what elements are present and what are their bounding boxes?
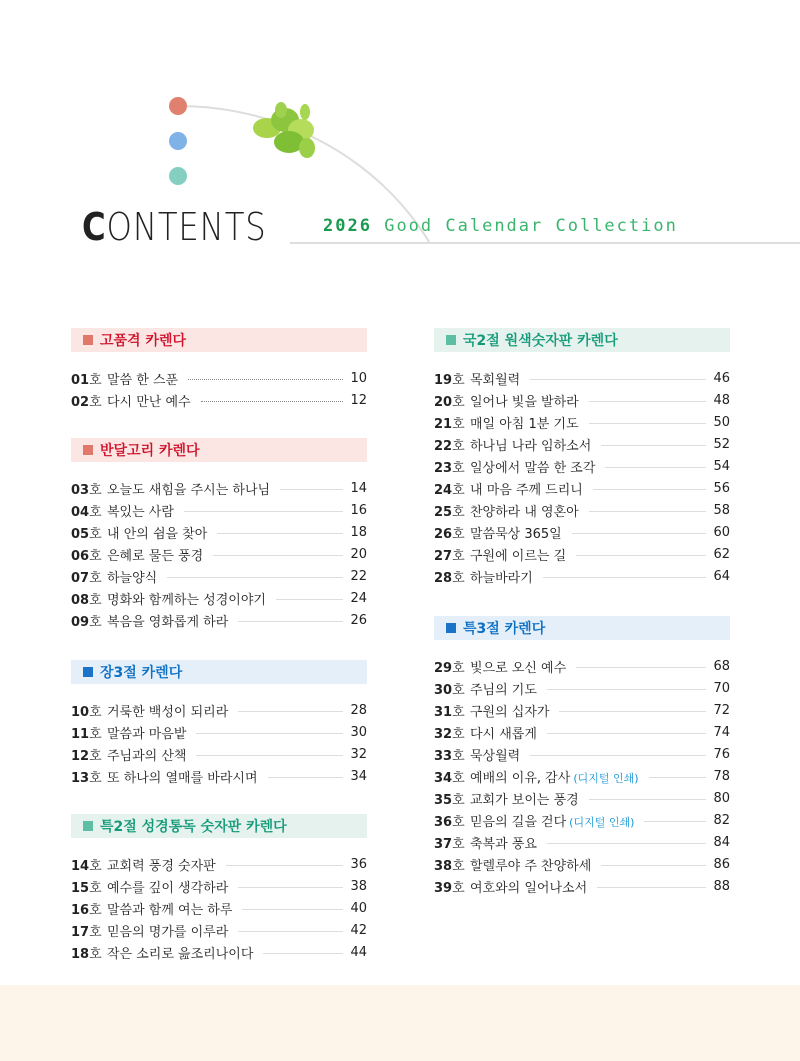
entry-title: 묵상월력 <box>470 748 521 764</box>
page-number: 78 <box>713 768 730 784</box>
leader-line <box>649 777 706 778</box>
section-title: 국2절 원색숫자판 카렌다 <box>463 333 618 349</box>
leader-line <box>226 865 343 866</box>
teal-dot-icon <box>169 167 187 185</box>
leader-line <box>547 843 706 844</box>
entry-title: 말씀과 함께 여는 하루 <box>107 902 233 918</box>
leader-line <box>572 533 706 534</box>
entry-title: 다시 새롭게 <box>470 726 537 742</box>
entry-title: 일어나 빛을 발하라 <box>470 394 579 410</box>
entry-title: 말씀과 마음밭 <box>107 726 187 742</box>
toc-entry[interactable] <box>434 809 730 831</box>
leader-line <box>242 909 343 910</box>
toc-entry[interactable] <box>434 411 730 433</box>
page-number: 20 <box>350 546 367 562</box>
entry-title: 믿음의 길을 걷다 (디지털 인쇄) <box>470 814 635 830</box>
section-title: 고품격 카렌다 <box>100 333 187 349</box>
page-number: 38 <box>350 878 367 894</box>
leader-line <box>268 777 343 778</box>
section-header <box>434 616 730 640</box>
section-title: 특2절 성경통독 숫자판 카렌다 <box>100 819 287 835</box>
issue-number: 20호 <box>434 394 465 410</box>
page-number: 34 <box>350 768 367 784</box>
toc-entry[interactable] <box>434 433 730 455</box>
issue-number: 14호 <box>71 858 102 874</box>
issue-number: 31호 <box>434 704 465 720</box>
leader-line <box>543 577 706 578</box>
issue-number: 01호 <box>71 372 102 388</box>
leader-line <box>238 931 343 932</box>
header-rule <box>290 242 800 244</box>
issue-number: 04호 <box>71 504 102 520</box>
toc-entry[interactable] <box>434 477 730 499</box>
page-number: 80 <box>713 790 730 806</box>
square-bullet-icon <box>83 445 93 455</box>
leader-line <box>530 379 706 380</box>
toc-entry[interactable] <box>71 565 367 587</box>
leader-line <box>576 555 706 556</box>
page-number: 10 <box>350 370 367 386</box>
toc-entry[interactable] <box>71 919 367 941</box>
entry-title: 거룩한 백성이 되리라 <box>107 704 229 720</box>
entry-title: 또 하나의 열매를 바라시며 <box>107 770 258 786</box>
issue-number: 22호 <box>434 438 465 454</box>
entry-title: 말씀묵상 365일 <box>470 526 562 542</box>
issue-number: 38호 <box>434 858 465 874</box>
issue-number: 16호 <box>71 902 102 918</box>
page-number: 58 <box>713 502 730 518</box>
leader-line <box>593 489 706 490</box>
toc-entry[interactable] <box>71 367 367 389</box>
issue-number: 11호 <box>71 726 102 742</box>
entry-title: 복있는 사람 <box>107 504 174 520</box>
issue-number: 03호 <box>71 482 102 498</box>
section-4 <box>434 328 730 587</box>
entry-title: 찬양하라 내 영혼아 <box>470 504 579 520</box>
square-bullet-icon <box>446 335 456 345</box>
issue-number: 34호 <box>434 770 465 786</box>
toc-entry[interactable] <box>71 765 367 787</box>
entry-title: 하늘바라기 <box>470 570 533 586</box>
entry-title: 다시 만난 예수 <box>107 394 191 410</box>
page-number: 46 <box>713 370 730 386</box>
leader-line <box>597 887 706 888</box>
page-number: 76 <box>713 746 730 762</box>
leader-line <box>238 887 343 888</box>
toc-entry[interactable] <box>71 743 367 765</box>
page-number: 56 <box>713 480 730 496</box>
entry-note: (디지털 인쇄) <box>569 815 635 829</box>
leader-line <box>276 599 343 600</box>
leader-line <box>263 953 343 954</box>
entry-title: 하나님 나라 임하소서 <box>470 438 592 454</box>
page-number: 84 <box>713 834 730 850</box>
issue-number: 26호 <box>434 526 465 542</box>
leader-line <box>576 667 706 668</box>
toc-entry[interactable] <box>434 721 730 743</box>
page-number: 86 <box>713 856 730 872</box>
issue-number: 36호 <box>434 814 465 830</box>
toc-entry[interactable] <box>71 875 367 897</box>
toc-entry[interactable] <box>71 897 367 919</box>
page-number: 14 <box>350 480 367 496</box>
section-3 <box>71 814 367 963</box>
entry-title: 복음을 영화롭게 하라 <box>107 614 229 630</box>
leader-line <box>589 423 706 424</box>
entry-title: 오늘도 새힘을 주시는 하나님 <box>107 482 271 498</box>
toc-entry[interactable] <box>434 677 730 699</box>
entry-title: 내 마음 주께 드리니 <box>470 482 583 498</box>
toc-entry[interactable] <box>434 367 730 389</box>
section-0 <box>71 328 367 411</box>
leader-line <box>184 511 343 512</box>
entry-note: (디지털 인쇄) <box>573 771 639 785</box>
red-dot-icon <box>169 97 187 115</box>
entry-title: 주님과의 산책 <box>107 748 187 764</box>
square-bullet-icon <box>446 623 456 633</box>
toc-entry[interactable] <box>434 699 730 721</box>
issue-number: 13호 <box>71 770 102 786</box>
page-number: 26 <box>350 612 367 628</box>
toc-entry[interactable] <box>434 743 730 765</box>
toc-entry[interactable] <box>434 543 730 565</box>
leader-line <box>201 401 343 402</box>
page-number: 28 <box>350 702 367 718</box>
entry-title: 매일 아침 1분 기도 <box>470 416 579 432</box>
toc-entry[interactable] <box>434 765 730 787</box>
entry-title: 여호와의 일어나소서 <box>470 880 588 896</box>
issue-number: 08호 <box>71 592 102 608</box>
entry-title: 빛으로 오신 예수 <box>470 660 567 676</box>
entry-title: 일상에서 말씀 한 조각 <box>470 460 596 476</box>
page-number: 62 <box>713 546 730 562</box>
toc-entry[interactable] <box>71 941 367 963</box>
section-header <box>434 328 730 352</box>
page-number: 82 <box>713 812 730 828</box>
toc-entry[interactable] <box>434 831 730 853</box>
entry-title: 구원의 십자가 <box>470 704 550 720</box>
entry-title: 하늘양식 <box>107 570 158 586</box>
blue-dot-icon <box>169 132 187 150</box>
page-number: 88 <box>713 878 730 894</box>
toc-entry[interactable] <box>71 853 367 875</box>
toc-entry[interactable] <box>71 389 367 411</box>
leader-line <box>238 711 343 712</box>
page-number: 22 <box>350 568 367 584</box>
leader-line <box>644 821 706 822</box>
section-title: 반달고리 카렌다 <box>100 443 200 459</box>
leader-line <box>280 489 343 490</box>
section-title: 특3절 카렌다 <box>463 621 546 637</box>
page-number: 60 <box>713 524 730 540</box>
leader-line <box>589 511 706 512</box>
section-2 <box>71 660 367 787</box>
leader-line <box>188 379 343 380</box>
issue-number: 07호 <box>71 570 102 586</box>
toc-entry[interactable] <box>71 543 367 565</box>
toc-entry[interactable] <box>434 455 730 477</box>
toc-entry[interactable] <box>71 587 367 609</box>
leader-line <box>217 533 343 534</box>
leader-line <box>530 755 706 756</box>
page-number: 74 <box>713 724 730 740</box>
entry-title: 축복과 풍요 <box>470 836 537 852</box>
page-number: 42 <box>350 922 367 938</box>
page-number: 30 <box>350 724 367 740</box>
square-bullet-icon <box>83 667 93 677</box>
issue-number: 32호 <box>434 726 465 742</box>
page-number: 64 <box>713 568 730 584</box>
leader-line <box>547 689 706 690</box>
section-header <box>71 438 367 462</box>
page-number: 16 <box>350 502 367 518</box>
issue-number: 30호 <box>434 682 465 698</box>
issue-number: 05호 <box>71 526 102 542</box>
section-5 <box>434 616 730 897</box>
toc-entry[interactable] <box>434 521 730 543</box>
issue-number: 29호 <box>434 660 465 676</box>
issue-number: 35호 <box>434 792 465 808</box>
issue-number: 24호 <box>434 482 465 498</box>
square-bullet-icon <box>83 335 93 345</box>
issue-number: 39호 <box>434 880 465 896</box>
issue-number: 06호 <box>71 548 102 564</box>
issue-number: 27호 <box>434 548 465 564</box>
page-number: 48 <box>713 392 730 408</box>
toc-entry[interactable] <box>71 721 367 743</box>
issue-number: 15호 <box>71 880 102 896</box>
toc-entry[interactable] <box>434 499 730 521</box>
toc-entry[interactable] <box>71 521 367 543</box>
leader-line <box>601 865 706 866</box>
page-number: 44 <box>350 944 367 960</box>
page-number: 36 <box>350 856 367 872</box>
page-number: 32 <box>350 746 367 762</box>
entry-title: 주님의 기도 <box>470 682 537 698</box>
toc-entry[interactable] <box>71 609 367 631</box>
toc-entry[interactable] <box>434 853 730 875</box>
page-number: 70 <box>713 680 730 696</box>
toc-entry[interactable] <box>434 875 730 897</box>
toc-entry[interactable] <box>434 655 730 677</box>
issue-number: 17호 <box>71 924 102 940</box>
page-number: 40 <box>350 900 367 916</box>
leader-line <box>196 755 343 756</box>
issue-number: 12호 <box>71 748 102 764</box>
issue-number: 25호 <box>434 504 465 520</box>
entry-title: 목회월력 <box>470 372 521 388</box>
leaf-plant-image <box>245 100 325 165</box>
entry-title: 은혜로 물든 풍경 <box>107 548 204 564</box>
toc-entry[interactable] <box>434 787 730 809</box>
leader-line <box>196 733 343 734</box>
section-header <box>71 660 367 684</box>
leader-line <box>589 401 706 402</box>
page-title: CONTENTS <box>82 205 267 249</box>
square-bullet-icon <box>83 821 93 831</box>
leader-line <box>547 733 706 734</box>
entry-title: 교회가 보이는 풍경 <box>470 792 579 808</box>
entry-title: 구원에 이르는 길 <box>470 548 567 564</box>
footer-band <box>0 985 800 1061</box>
toc-entry[interactable] <box>71 699 367 721</box>
leader-line <box>213 555 343 556</box>
entry-title: 작은 소리로 읊조리나이다 <box>107 946 254 962</box>
issue-number: 18호 <box>71 946 102 962</box>
toc-entry[interactable] <box>434 565 730 587</box>
issue-number: 37호 <box>434 836 465 852</box>
leader-line <box>559 711 706 712</box>
page-number: 72 <box>713 702 730 718</box>
page-number: 18 <box>350 524 367 540</box>
leader-line <box>605 467 706 468</box>
issue-number: 19호 <box>434 372 465 388</box>
page-number: 24 <box>350 590 367 606</box>
entry-title: 예배의 이유, 감사 (디지털 인쇄) <box>470 770 639 786</box>
toc-entry[interactable] <box>71 477 367 499</box>
entry-title: 말씀 한 스푼 <box>107 372 179 388</box>
leader-line <box>601 445 706 446</box>
entry-title: 할렐루야 주 찬양하세 <box>470 858 592 874</box>
entry-title: 예수를 깊이 생각하라 <box>107 880 229 896</box>
issue-number: 02호 <box>71 394 102 410</box>
leader-line <box>589 799 706 800</box>
toc-entry[interactable] <box>434 389 730 411</box>
page-number: 54 <box>713 458 730 474</box>
page-subtitle: 2026 Good Calendar Collection <box>323 216 678 236</box>
section-header <box>71 328 367 352</box>
issue-number: 33호 <box>434 748 465 764</box>
issue-number: 28호 <box>434 570 465 586</box>
section-header <box>71 814 367 838</box>
issue-number: 10호 <box>71 704 102 720</box>
page-number: 52 <box>713 436 730 452</box>
issue-number: 23호 <box>434 460 465 476</box>
entry-title: 명화와 함께하는 성경이야기 <box>107 592 266 608</box>
page-number: 50 <box>713 414 730 430</box>
page-number: 12 <box>350 392 367 408</box>
section-1 <box>71 438 367 631</box>
entry-title: 내 안의 쉼을 찾아 <box>107 526 208 542</box>
issue-number: 09호 <box>71 614 102 630</box>
leader-line <box>238 621 343 622</box>
section-title: 장3절 카렌다 <box>100 665 183 681</box>
issue-number: 21호 <box>434 416 465 432</box>
entry-title: 교회력 풍경 숫자판 <box>107 858 216 874</box>
toc-entry[interactable] <box>71 499 367 521</box>
entry-title: 믿음의 명가를 이루라 <box>107 924 229 940</box>
leader-line <box>167 577 343 578</box>
page-number: 68 <box>713 658 730 674</box>
